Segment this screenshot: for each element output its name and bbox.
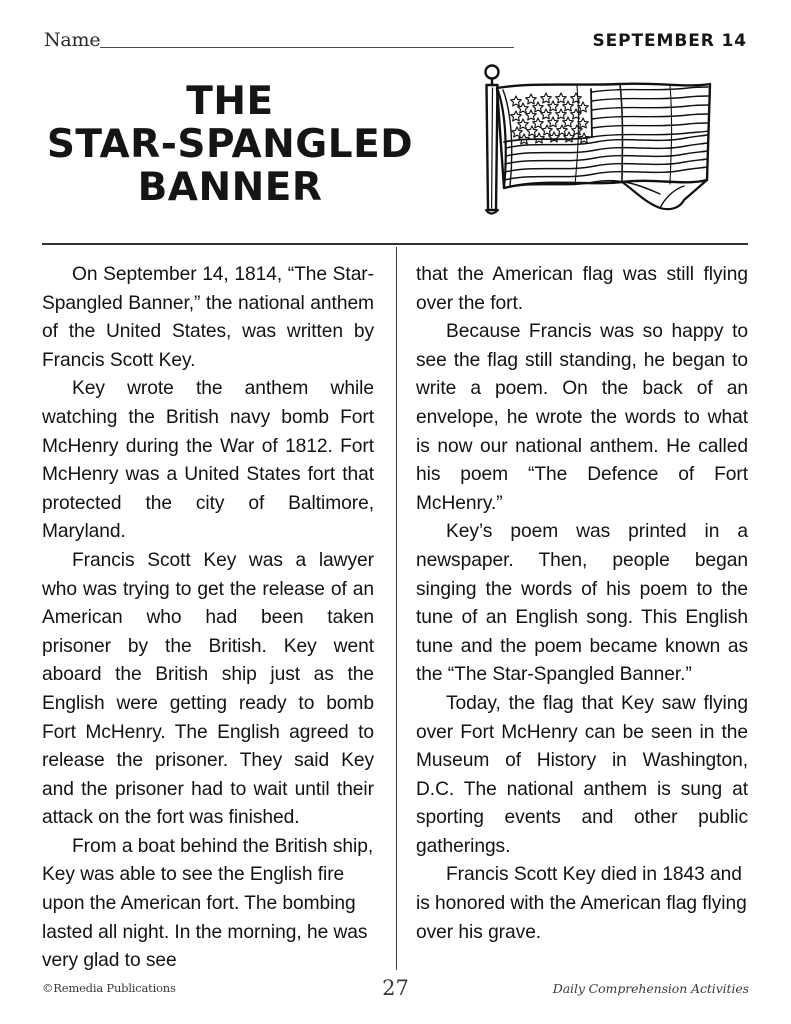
paragraph: Francis Scott Key was a lawyer who was trying to get the release of an American who had been taken prisoner by the British. Key went aboard the British ship just as the English were getting ready to bomb Fort McHenry. The English agreed to release the prisoner. They said Key and the prisoner had to wait until their attack on the fort was finished. xyxy=(42,549,374,829)
name-field-group[interactable] xyxy=(44,30,514,50)
page-footer xyxy=(42,976,749,1005)
paragraph: On September 14, 1814, “The Star-Spangled Banner,” the national anthem of the United States, was written by Francis Scott Key. xyxy=(42,264,374,371)
title-line-3: BANNER xyxy=(137,165,323,210)
paragraph: Today, the flag that Key saw flying over Fort McHenry can be seen in the Museum of History in Washington, D.C. The national anthem is sung at sporting events and other public gatherings. xyxy=(416,692,748,857)
left-column xyxy=(42,261,374,976)
name-label: Name xyxy=(44,29,101,51)
paragraph: Francis Scott Key died in 1843 and is honored with the American flag flying over his grave. xyxy=(416,864,747,943)
page-title xyxy=(30,80,430,209)
date-heading: SEPTEMBER 14 xyxy=(592,31,747,51)
name-write-in-line[interactable] xyxy=(100,47,514,48)
paragraph: that the American flag was still flying over the fort. xyxy=(416,264,748,314)
header-divider xyxy=(42,243,748,245)
paragraph: Key’s poem was printed in a newspaper. Then, people began singing the words of his poem to the tune of an English song. This English tune and the poem became known as the “The Star-Spangled Banner.” xyxy=(416,521,748,686)
page-number: 27 xyxy=(382,976,409,1000)
right-column xyxy=(416,261,748,947)
series-title: Daily Comprehension Activities xyxy=(552,981,749,996)
american-flag-icon xyxy=(474,62,718,224)
title-line-1: THE xyxy=(186,79,274,124)
paragraph: Key wrote the anthem while watching the British navy bomb Fort McHenry during the War of 1812. Fort McHenry was a United States fort that protected the city of Baltimore, Maryland. xyxy=(42,378,374,543)
page-header xyxy=(44,30,747,64)
title-line-2: STAR-SPANGLED xyxy=(46,122,414,167)
copyright-notice: ©Remedia Publications xyxy=(42,981,176,995)
paragraph: Because Francis was so happy to see the flag still standing, he began to write a poem. On the back of an envelope, he wrote the words to what is now our national anthem. He called his poem “The Defence of Fort McHenry.” xyxy=(416,321,748,514)
article-body xyxy=(42,261,748,972)
paragraph: From a boat behind the British ship, Key was able to see the English fire upon the American fort. The bombing lasted all night. In the morning, he was very glad to see xyxy=(42,835,374,972)
